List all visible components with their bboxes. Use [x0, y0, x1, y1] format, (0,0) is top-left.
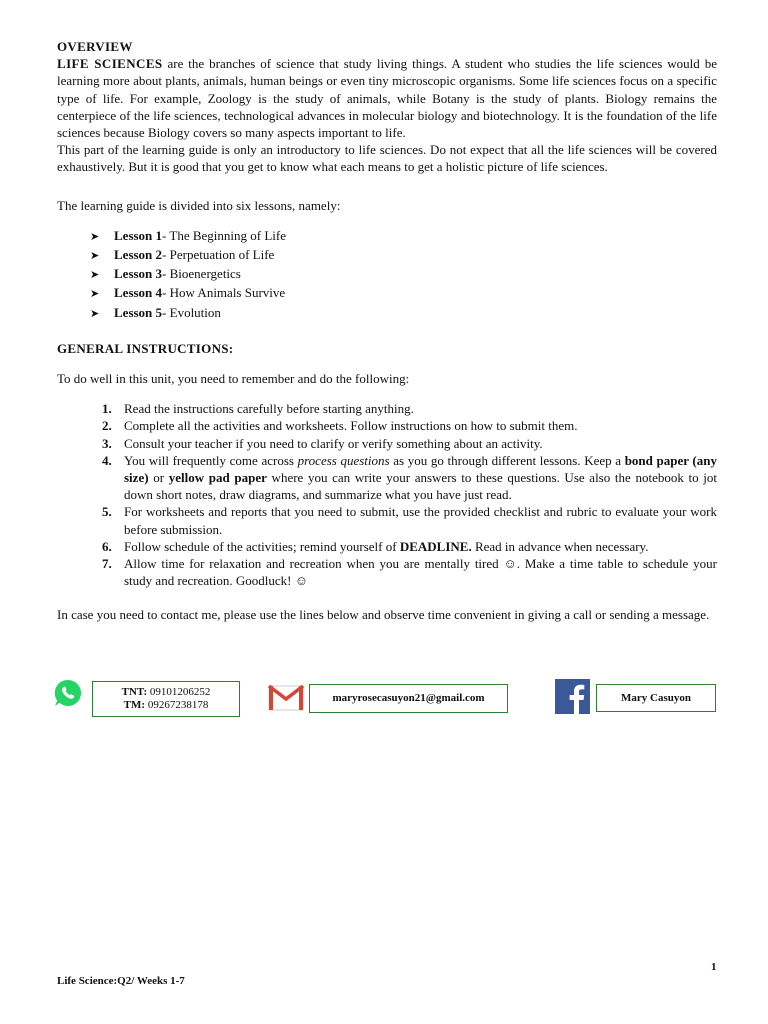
item-number: 2. [102, 418, 112, 434]
life-sciences-term: LIFE SCIENCES [57, 56, 163, 72]
process-questions-term: process questions [297, 452, 390, 468]
item-number: 7. [102, 556, 112, 572]
document-body [57, 38, 717, 624]
item-number: 6. [102, 538, 112, 554]
item-text [124, 452, 717, 504]
list-item [102, 538, 717, 555]
tm-line [124, 699, 209, 712]
list-item [90, 246, 717, 265]
item-text-part: or [148, 470, 169, 486]
general-instructions-heading: GENERAL INSTRUCTIONS: [57, 340, 234, 356]
item-number: 3. [102, 435, 112, 451]
item-text [124, 538, 717, 555]
list-item [90, 265, 717, 284]
list-item [102, 503, 717, 537]
item-number: 5. [102, 504, 112, 520]
list-item [102, 435, 717, 452]
item-text: Allow time for relaxation and recreation when you are mentally tired ☺. Make a time table to schedule your study and recreation. Goodluck! ☺ [124, 556, 717, 589]
deadline-term: DEADLINE. [399, 538, 472, 554]
email-box [309, 684, 508, 713]
facebook-name[interactable]: Mary Casuyon [621, 691, 691, 704]
lesson-label: Lesson 2 [114, 247, 163, 263]
item-text: Read the instructions carefully before starting anything. [124, 401, 414, 417]
overview-paragraph-1 [57, 55, 717, 141]
tnt-label: TNT: [121, 686, 148, 698]
instructions-intro: To do well in this unit, you need to remember and do the following: [57, 371, 410, 387]
item-text-part: Read in advance when necessary. [471, 538, 649, 554]
lesson-title: - The Beginning of Life [162, 227, 286, 243]
item-text: For worksheets and reports that you need to submit, use the provided checklist and rubric to evaluate your work before submission. [124, 504, 717, 537]
overview-paragraph-2: This part of the learning guide is only an introductory to life sciences. Do not expect that all the life sciences will be covered exhaustively. But it is good that you get to know what each means to get a holistic picture of life sciences. [57, 142, 717, 175]
lesson-label: Lesson 5 [114, 304, 163, 320]
contact-row [0, 678, 768, 718]
list-item [90, 227, 717, 246]
yellow-pad-term: yellow pad paper [168, 470, 267, 486]
lesson-title: - Perpetuation of Life [162, 247, 275, 263]
tm-label: TM: [123, 699, 146, 711]
contact-note: In case you need to contact me, please use the lines below and observe time convenient in giving a call or sending a message. [57, 607, 710, 623]
item-number: 1. [102, 401, 112, 417]
bond-paper-term: bond paper (any size) [124, 452, 717, 486]
facebook-icon[interactable] [555, 679, 590, 714]
phone-box [92, 681, 240, 717]
list-item [102, 417, 717, 434]
arrowhead-bullet-icon: ➤ [90, 307, 100, 320]
lessons-intro: The learning guide is divided into six lessons, namely: [57, 197, 341, 213]
email-link[interactable]: maryrosecasuyon21@gmail.com [332, 692, 485, 704]
list-item [102, 400, 717, 417]
arrowhead-bullet-icon: ➤ [90, 230, 100, 243]
list-item [102, 555, 717, 589]
facebook-box [596, 684, 716, 712]
lesson-label: Lesson 3 [114, 266, 163, 282]
arrowhead-bullet-icon: ➤ [90, 250, 100, 263]
item-text-part: You will frequently come across [124, 452, 298, 468]
tnt-line [122, 686, 211, 699]
list-item [102, 452, 717, 504]
item-number: 4. [102, 452, 112, 468]
lesson-title: - How Animals Survive [162, 285, 286, 301]
lesson-list [90, 227, 717, 323]
item-text-part: where you can write your answers to these questions. Use also the notebook to jot down short notes, draw diagrams, and summarize what you have just read. [124, 470, 718, 503]
page-number: 1 [711, 961, 717, 973]
tm-number[interactable]: 09267238178 [145, 699, 209, 711]
instruction-list [102, 400, 717, 589]
item-text: Consult your teacher if you need to clarify or verify something about an activity. [124, 435, 543, 451]
lesson-label: Lesson 4 [114, 285, 163, 301]
item-text-part: as you go through different lessons. Keep a [389, 452, 625, 468]
item-text: Complete all the activities and worksheets. Follow instructions on how to submit them. [124, 418, 578, 434]
tnt-number[interactable]: 09101206252 [147, 686, 211, 698]
whatsapp-icon[interactable] [53, 678, 83, 708]
list-item [90, 304, 717, 323]
footer-label: Life Science:Q2/ Weeks 1-7 [57, 975, 185, 987]
arrowhead-bullet-icon: ➤ [90, 288, 100, 301]
lesson-title: - Evolution [162, 304, 221, 320]
lesson-label: Lesson 1 [114, 227, 163, 243]
list-item [90, 284, 717, 303]
lesson-title: - Bioenergetics [162, 266, 241, 282]
item-text-part: Follow schedule of the activities; remind yourself of [124, 538, 400, 554]
overview-heading: OVERVIEW [57, 39, 133, 54]
gmail-icon[interactable] [268, 684, 304, 712]
overview-paragraph-1-text: are the branches of science that study living things. A student who studies the life sciences would be learning more about plants, animals, human beings or even tiny microscopic organisms. Some life sciences focus on a specific type of life. For example, Zoology is the study of animals, while Botany is the study of plants. Biology remains the centerpiece of the life sciences, technological advances in molecular biology and biotechnology. It is the foundation of the life sciences because Biology covers so many aspects important to life. [57, 56, 717, 141]
arrowhead-bullet-icon: ➤ [90, 269, 100, 282]
